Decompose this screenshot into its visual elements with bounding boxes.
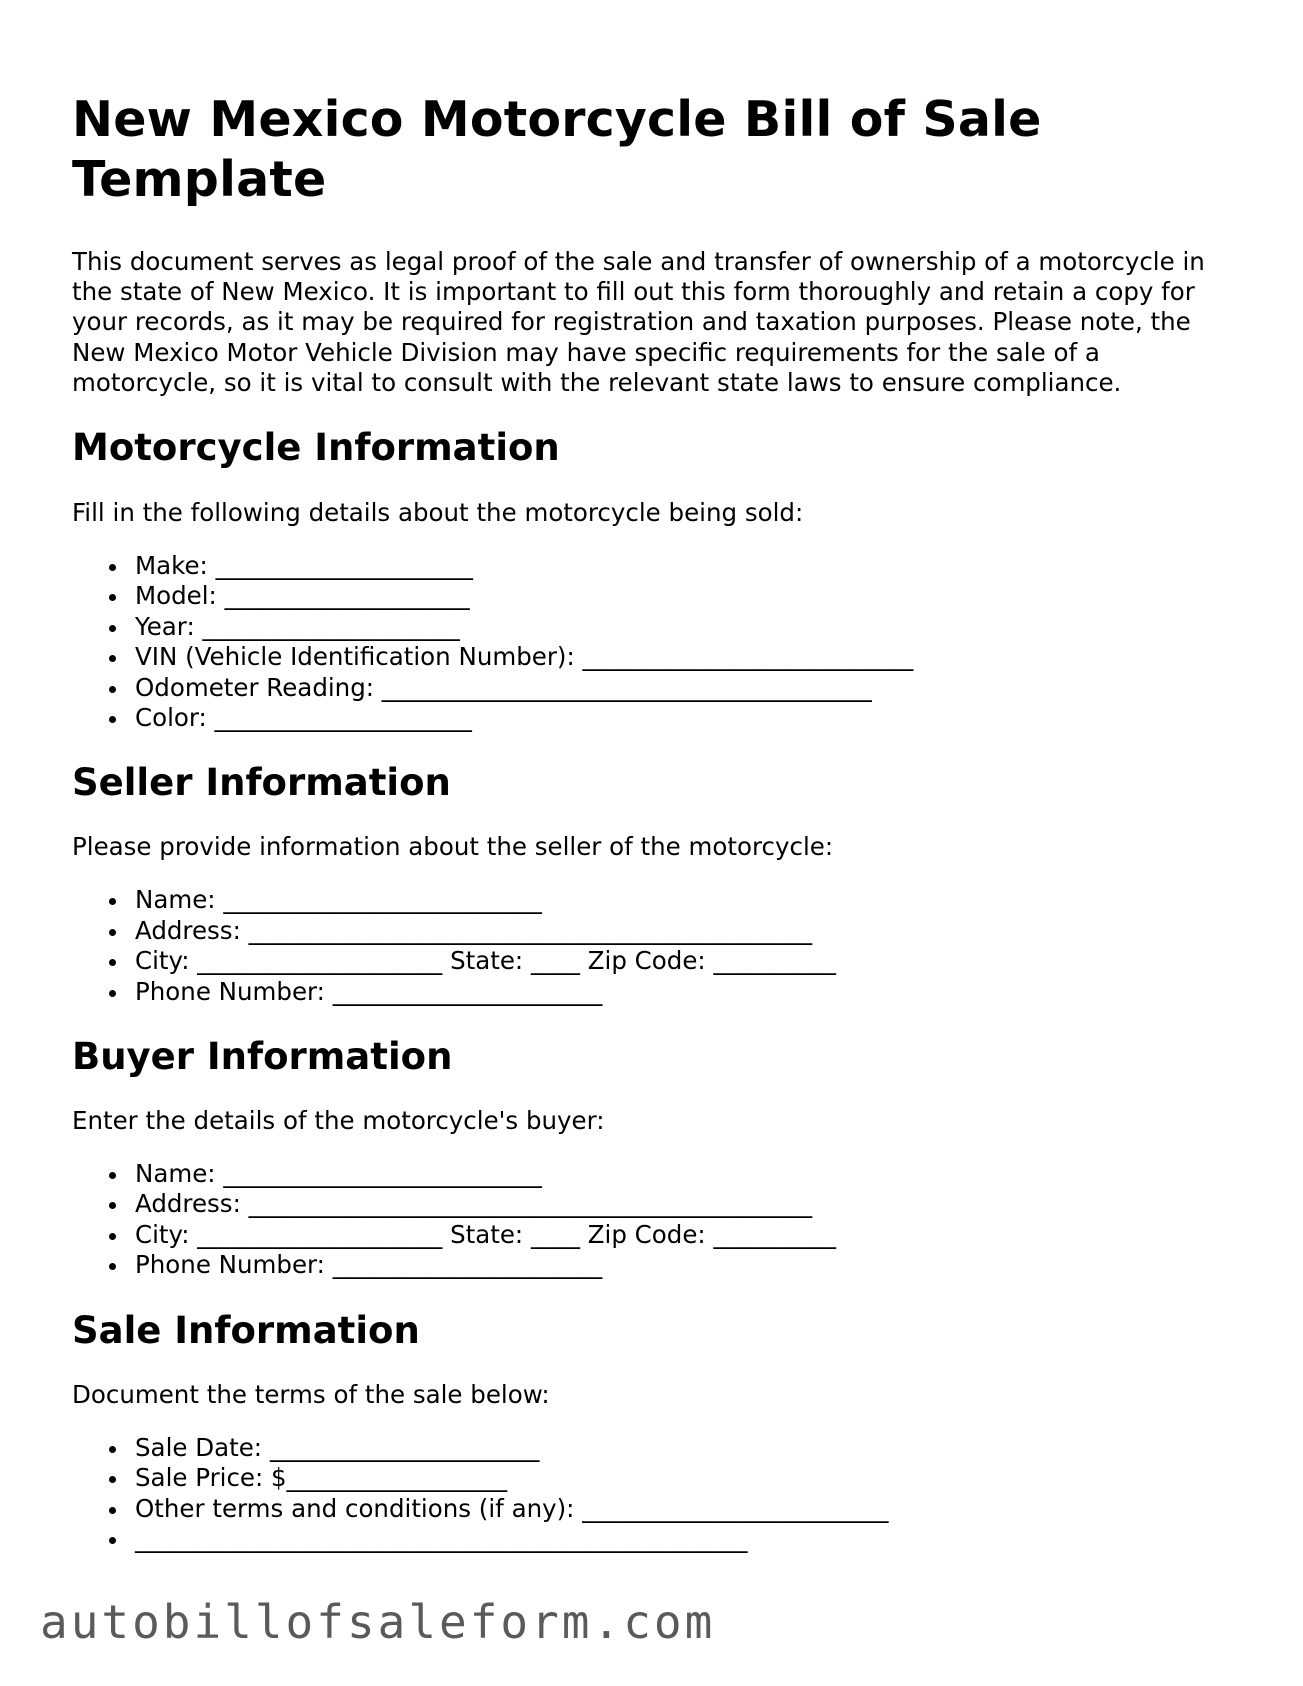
vin-field[interactable]: VIN (Vehicle Identification Number): ___________________________: [72, 642, 1237, 672]
odometer-field[interactable]: Odometer Reading: ________________________________________: [72, 673, 1237, 703]
other-terms-field[interactable]: Other terms and conditions (if any): _________________________: [72, 1494, 1237, 1524]
sale-section-heading: Sale Information: [72, 1308, 420, 1352]
other-terms-continuation-field[interactable]: __________________________________________________: [72, 1524, 1237, 1554]
seller-section-lead: Please provide information about the seller of the motorcycle:: [72, 832, 834, 862]
buyer-section-lead: Enter the details of the motorcycle's buyer:: [72, 1106, 605, 1136]
buyer-field-list: [72, 1159, 1237, 1281]
buyer-address-field[interactable]: Address: ______________________________________________: [72, 1189, 1237, 1219]
make-field[interactable]: Make: _____________________: [72, 551, 1237, 581]
sale-price-field[interactable]: Sale Price: $__________________: [72, 1463, 1237, 1493]
motorcycle-field-list: [72, 551, 1237, 733]
year-field[interactable]: Year: _____________________: [72, 612, 1237, 642]
page-title: New Mexico Motorcycle Bill of Sale Template: [72, 91, 1042, 208]
sale-date-field[interactable]: Sale Date: ______________________: [72, 1433, 1237, 1463]
seller-phone-field[interactable]: Phone Number: ______________________: [72, 977, 1237, 1007]
motorcycle-section-heading: Motorcycle Information: [72, 426, 560, 470]
buyer-section-heading: Buyer Information: [72, 1035, 453, 1079]
buyer-phone-field[interactable]: Phone Number: ______________________: [72, 1250, 1237, 1280]
seller-name-field[interactable]: Name: __________________________: [72, 885, 1237, 915]
model-field[interactable]: Model: ____________________: [72, 581, 1237, 611]
motorcycle-section-lead: Fill in the following details about the motorcycle being sold:: [72, 498, 804, 528]
intro-paragraph: This document serves as legal proof of the sale and transfer of ownership of a motorcycle in the state of New Mexico. It is important to fill out this form thoroughly and retain a copy for your records, as it may be required for registration and taxation purposes. Please note, the New Mexico Motor Vehicle Division may have specific requirements for the sale of a motorcycle, so it is vital to consult with the relevant state laws to ensure compliance.: [72, 247, 1205, 397]
color-field[interactable]: Color: _____________________: [72, 703, 1237, 733]
seller-field-list: [72, 885, 1237, 1007]
site-watermark: autobillofsaleform.com: [40, 1595, 716, 1649]
seller-city-state-zip-field[interactable]: City: ____________________ State: ____ Zip Code: __________: [72, 946, 1237, 976]
sale-field-list: [72, 1433, 1237, 1555]
sale-section-lead: Document the terms of the sale below:: [72, 1379, 550, 1409]
seller-section-heading: Seller Information: [72, 761, 451, 805]
seller-address-field[interactable]: Address: ______________________________________________: [72, 916, 1237, 946]
document-page: [72, 0, 1237, 1554]
buyer-name-field[interactable]: Name: __________________________: [72, 1159, 1237, 1189]
buyer-city-state-zip-field[interactable]: City: ____________________ State: ____ Zip Code: __________: [72, 1220, 1237, 1250]
